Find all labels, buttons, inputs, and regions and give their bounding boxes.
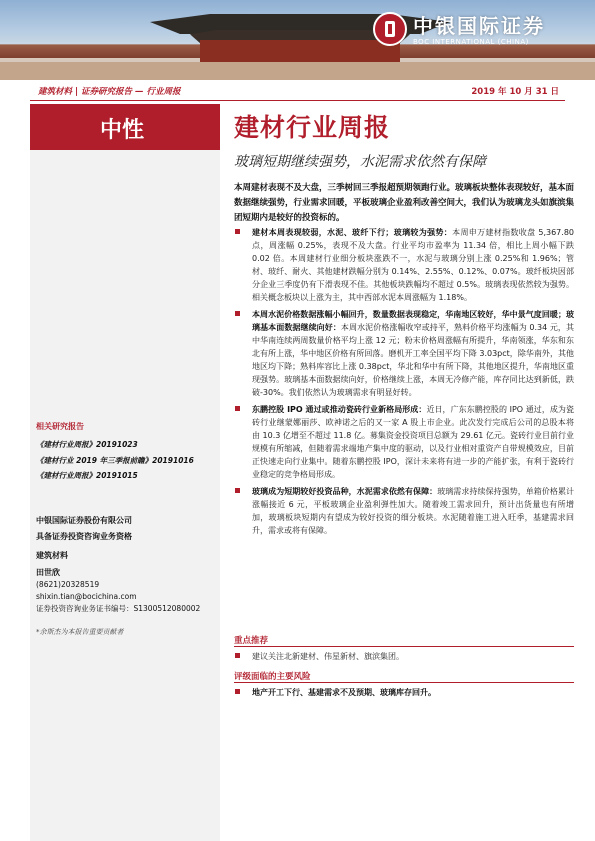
bullet-head: 东鹏控股 IPO 通过或推动瓷砖行业新格局形成：	[252, 405, 427, 414]
bullet-body: 本周申万建材指数收盘 5,367.80 点，周涨幅 0.25%，表现不及大盘。行业平均市盈率为 11.34 倍，相比上周小幅下跌 0.02 倍。本周建材行业细分板块涨跌不一，水泥与玻璃分别上涨 0.25%和 1.96%；管材、玻纤、耐火、其他建材跌幅分别为 0.14%、2.55%、0.12%、0.07%。玻纤板块因部分企业三季度仍有下滑表现不佳。其他板块跌幅均不超过 0.5%。玻璃表现依然较为强势。相关概念板块以上涨为主，其中西部水泥本周涨幅为 1.18%。	[252, 228, 574, 302]
related-report-item[interactable]: 《建材行业周报》20191015	[36, 471, 138, 480]
bullet-head: 建材本周表现较弱，水泥、玻纤下行；玻璃较为强势：	[252, 228, 453, 237]
bullet-square-icon	[235, 653, 240, 658]
contributor-note: *余斯杰为本报告重要贡献者	[36, 628, 124, 636]
related-reports-heading: 相关研究报告	[36, 422, 84, 431]
photo-plaza	[0, 62, 595, 80]
rating-text: 中性	[100, 117, 145, 143]
bullet-square-icon	[235, 311, 240, 316]
risk-list	[234, 686, 574, 703]
logo-en-text: BOC INTERNATIONAL (CHINA)	[413, 38, 529, 46]
sidebar-panel	[30, 150, 220, 841]
company-license: 具备证券投资咨询业务资格	[36, 532, 132, 541]
bullet-item	[234, 485, 574, 537]
bullet-square-icon	[235, 229, 240, 234]
risk-item	[234, 686, 574, 699]
industry-label: 建筑材料	[36, 551, 68, 560]
boc-logo	[373, 10, 583, 50]
analyst-info	[36, 567, 200, 615]
bullet-square-icon	[235, 406, 240, 411]
bullet-square-icon	[235, 689, 240, 694]
analyst-license: 证券投资咨询业务证书编号：S1300512080002	[36, 604, 201, 613]
analyst-email[interactable]: shixin.tian@bocichina.com	[36, 592, 137, 601]
bullet-item	[234, 403, 574, 481]
recommend-heading: 重点推荐	[234, 636, 269, 646]
bullet-body: 近日，广东东鹏控股的 IPO 通过，成为瓷砖行业继蒙娜丽莎、欧神诺之后的又一家 A 股上市企业。此次发行完成后公司的总股本将由 10.3 亿增至不超过 11.8 亿。募集资金投资项目总额为 29.61 亿元。瓷砖行业目前行业规模有所缩减，但随着需求端地产集中度的驱动，以及行业相对重资产自带规模效应，目前正快速走向行业集中。随着东鹏控股 IPO，深计未来将有进一步的产能扩张，有利于瓷砖行业稳定的竞争格局形成。	[252, 405, 574, 479]
related-reports-list	[36, 437, 222, 484]
header-photo	[0, 0, 595, 80]
related-report-item[interactable]: 《建材行业 2019 年三季报前瞻》20191016	[36, 455, 194, 465]
recommend-list	[234, 650, 574, 667]
recommend-item	[234, 650, 574, 663]
related-report-item[interactable]: 《建材行业周报》20191023	[36, 440, 138, 449]
company-info	[36, 513, 132, 545]
risk-text: 地产开工下行、基建需求不及预期、玻璃库存回升。	[252, 688, 436, 697]
bullet-item	[234, 308, 574, 399]
report-title: 建材行业周报	[234, 113, 391, 142]
category-bar	[30, 82, 565, 101]
risk-divider	[234, 682, 574, 683]
photo-hall	[200, 40, 400, 64]
bullet-square-icon	[235, 488, 240, 493]
boc-logo-icon	[373, 12, 407, 46]
rating-badge	[30, 104, 220, 150]
recommend-text: 建议关注北新建材、伟星新材、旗滨集团。	[252, 652, 404, 661]
bullet-head: 玻璃成为短期较好投资品种，水泥需求依然有保障：	[252, 487, 438, 496]
report-date: 2019 年 10 月 31 日	[471, 87, 559, 97]
report-category: 建筑材料 | 证券研究报告 — 行业周报	[38, 87, 181, 97]
bullet-head: 本周水泥价格数据涨幅小幅回升，数量数据表现稳定，华南地区较好，华中景气度回暖；玻璃基本面数据继续向好：	[252, 310, 574, 332]
recommend-divider	[234, 646, 574, 647]
analyst-name: 田世欣	[36, 568, 60, 577]
bullet-item	[234, 226, 574, 304]
bullet-body: 玻璃需求持续保持强势，单箱价格累计涨幅接近 6 元，平板玻璃企业盈利弹性加大。随着竣工需求回升，预计出货量也有所增加，玻璃板块短期内有望成为较好投资的细分板块。水泥随着施工进入旺季，基建需求回升，需求或将有保障。	[252, 487, 575, 535]
logo-cn-text: 中银国际证券	[413, 14, 545, 38]
bullet-list	[234, 226, 574, 541]
report-subtitle: 玻璃短期继续强势，水泥需求依然有保障	[234, 154, 486, 170]
bullet-body: 本周水泥价格涨幅收窄或持平，熟料价格平均涨幅为 0.34 元，其中华南连续两周数量价格平均上涨 12 元；粉末价格周涨幅有所提升，华南领涨，华东和东北有所上涨，华中地区价格有所回落。磨机开工率全国平均下降 3.03pct，除华南外，其他地区均下降；熟料库容比上涨 0.38pct，华北和华中有所下降，其他地区提升，华南地区重现强势。玻璃基本面数据续向好，价格继续上涨，本周无冷修产能，库存同比达到新低，跌破-30%。我们依然认为玻璃需求有明显好转。	[252, 323, 575, 397]
lead-paragraph: 本周建材表现不及大盘，三季树回三季报超预期领跑行业。玻璃板块整体表现较好，基本面数据继续强势，行业需求回暖，平板玻璃企业盈利改善空间大，我们认为玻璃龙头如旗滨集团短期内是较好的投资标的。	[234, 183, 575, 223]
company-name: 中银国际证券股份有限公司	[36, 516, 132, 525]
analyst-phone: (8621)20328519	[36, 580, 100, 589]
risk-heading: 评级面临的主要风险	[234, 672, 311, 682]
